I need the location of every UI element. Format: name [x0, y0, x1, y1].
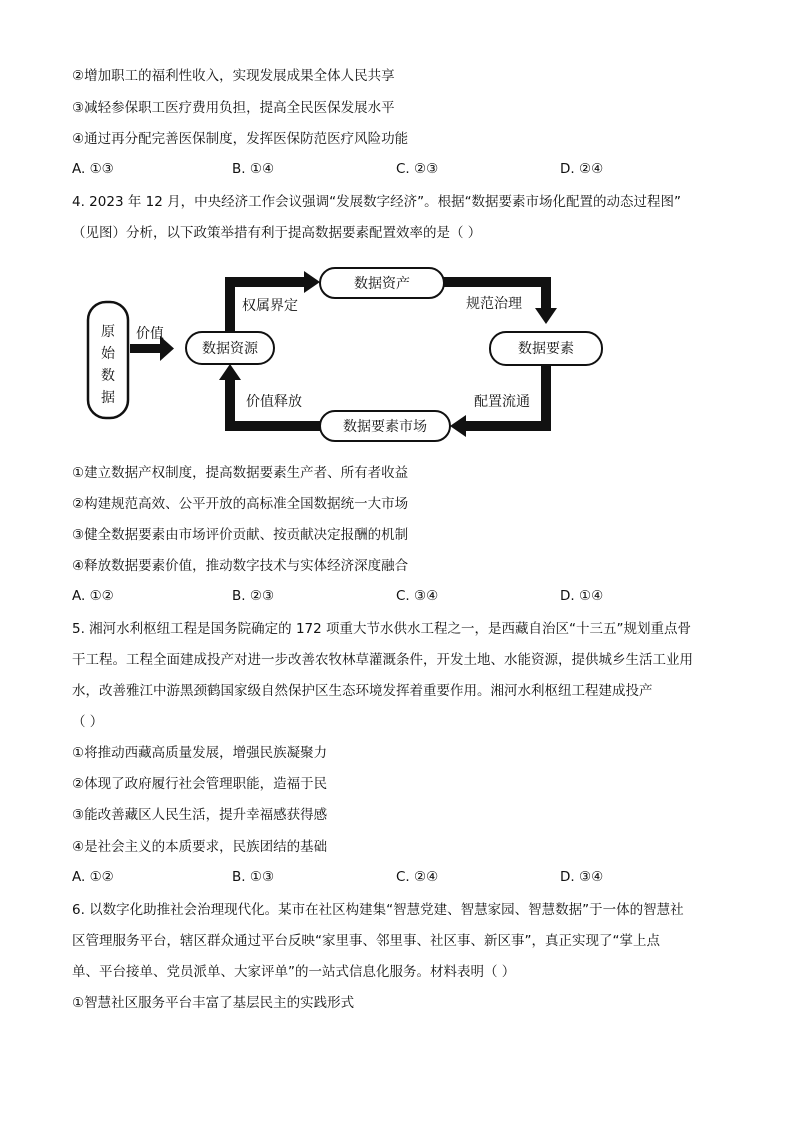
q5-option-1: ①将推动西藏高质量发展，增强民族凝聚力: [72, 745, 328, 761]
q3-option-4: ④通过再分配完善医保制度，发挥医保防范医疗风险功能: [72, 131, 409, 147]
q5-option-2: ②体现了政府履行社会管理职能，造福于民: [72, 776, 328, 792]
q6-option-1: ①智慧社区服务平台丰富了基层民主的实践形式: [72, 995, 355, 1011]
q6-stem-line-1: 6. 以数字化助推社会治理现代化。某市在社区构建集“智慧党建、智慧家园、智慧数据”于一体的智慧社: [72, 902, 684, 918]
circulation-arrow-head: [450, 415, 466, 437]
q4-choice-c[interactable]: C. ③④: [396, 588, 439, 604]
q5-choice-a[interactable]: A. ①②: [72, 869, 114, 885]
q3-option-3: ③减轻参保职工医疗费用负担，提高全民医保发展水平: [72, 100, 395, 116]
node-data-asset-label: 数据资产: [354, 276, 410, 292]
q5-stem-line-4: （ ）: [72, 714, 104, 730]
value-arrow-label: 价值: [136, 326, 164, 342]
release-arrow-label: 价值释放: [246, 394, 302, 410]
q3-option-2: ②增加职工的福利性收入，实现发展成果全体人民共享: [72, 68, 395, 84]
q3-choice-a[interactable]: A. ①③: [72, 161, 114, 177]
node-data-resource-label: 数据资源: [202, 341, 258, 357]
q5-choice-c[interactable]: C. ②④: [396, 869, 439, 885]
value-arrow-shaft: [130, 344, 160, 353]
q4-choices: [72, 588, 712, 606]
q5-choice-b[interactable]: B. ①③: [232, 869, 275, 885]
q5-stem-line-2: 干工程。工程全面建成投产对进一步改善农牧林草灌溉条件，开发土地、水能资源，提供城乡生活工业用: [72, 652, 693, 668]
raw-data-char-2: 始: [101, 346, 115, 362]
q4-choice-a[interactable]: A. ①②: [72, 588, 114, 604]
q4-option-3: ③健全数据要素由市场评价贡献、按贡献决定报酬的机制: [72, 527, 409, 543]
governance-arrow-head: [535, 308, 557, 324]
q4-option-2: ②构建规范高效、公平开放的高标准全国数据统一大市场: [72, 496, 409, 512]
q3-choice-b[interactable]: B. ①④: [232, 161, 275, 177]
node-data-market-label: 数据要素市场: [343, 419, 427, 435]
q5-option-4: ④是社会主义的本质要求，民族团结的基础: [72, 839, 328, 855]
q5-stem-line-1: 5. 湘河水利枢纽工程是国务院确定的 172 项重大节水供水工程之一，是西藏自治区“十三五”规划重点骨: [72, 621, 692, 637]
rights-arrow-label: 权属界定: [242, 298, 298, 314]
q4-option-4: ④释放数据要素价值，推动数字技术与实体经济深度融合: [72, 558, 409, 574]
q5-choices: [72, 869, 712, 887]
governance-arrow-label: 规范治理: [466, 296, 522, 312]
q4-choice-d[interactable]: D. ①④: [560, 588, 604, 604]
raw-data-char-4: 据: [101, 390, 115, 406]
q6-stem-line-3: 单、平台接单、党员派单、大家评单”的一站式信息化服务。材料表明（ ）: [72, 964, 516, 980]
node-data-element-label: 数据要素: [518, 341, 574, 357]
q5-choice-d[interactable]: D. ③④: [560, 869, 604, 885]
q4-stem-line-1: 4. 2023 年 12 月，中央经济工作会议强调“发展数字经济”。根据“数据要素市场化配置的动态过程图”: [72, 194, 682, 210]
q5-stem-line-3: 水，改善雅江中游黑颈鹤国家级自然保护区生态环境发挥着重要作用。湘河水利枢纽工程建成投产: [72, 683, 653, 699]
q4-stem-line-2: （见图）分析，以下政策举措有利于提高数据要素配置效率的是（ ）: [72, 225, 482, 241]
raw-data-char-3: 数: [101, 368, 115, 384]
q4-choice-b[interactable]: B. ②③: [232, 588, 275, 604]
rights-arrow-head: [304, 271, 320, 293]
q3-choice-d[interactable]: D. ②④: [560, 161, 604, 177]
q4-option-1: ①建立数据产权制度，提高数据要素生产者、所有者收益: [72, 465, 409, 481]
release-arrow-head: [219, 364, 241, 380]
raw-data-char-1: 原: [101, 324, 115, 340]
q5-option-3: ③能改善藏区人民生活，提升幸福感获得感: [72, 807, 328, 823]
q3-choice-c[interactable]: C. ②③: [396, 161, 439, 177]
data-element-flow-diagram: [78, 262, 618, 444]
q3-choices: [72, 161, 712, 179]
circulation-arrow-label: 配置流通: [474, 394, 530, 410]
q6-stem-line-2: 区管理服务平台，辖区群众通过平台反映“家里事、邻里事、社区事、新区事”，真正实现了“掌上点: [72, 933, 660, 949]
